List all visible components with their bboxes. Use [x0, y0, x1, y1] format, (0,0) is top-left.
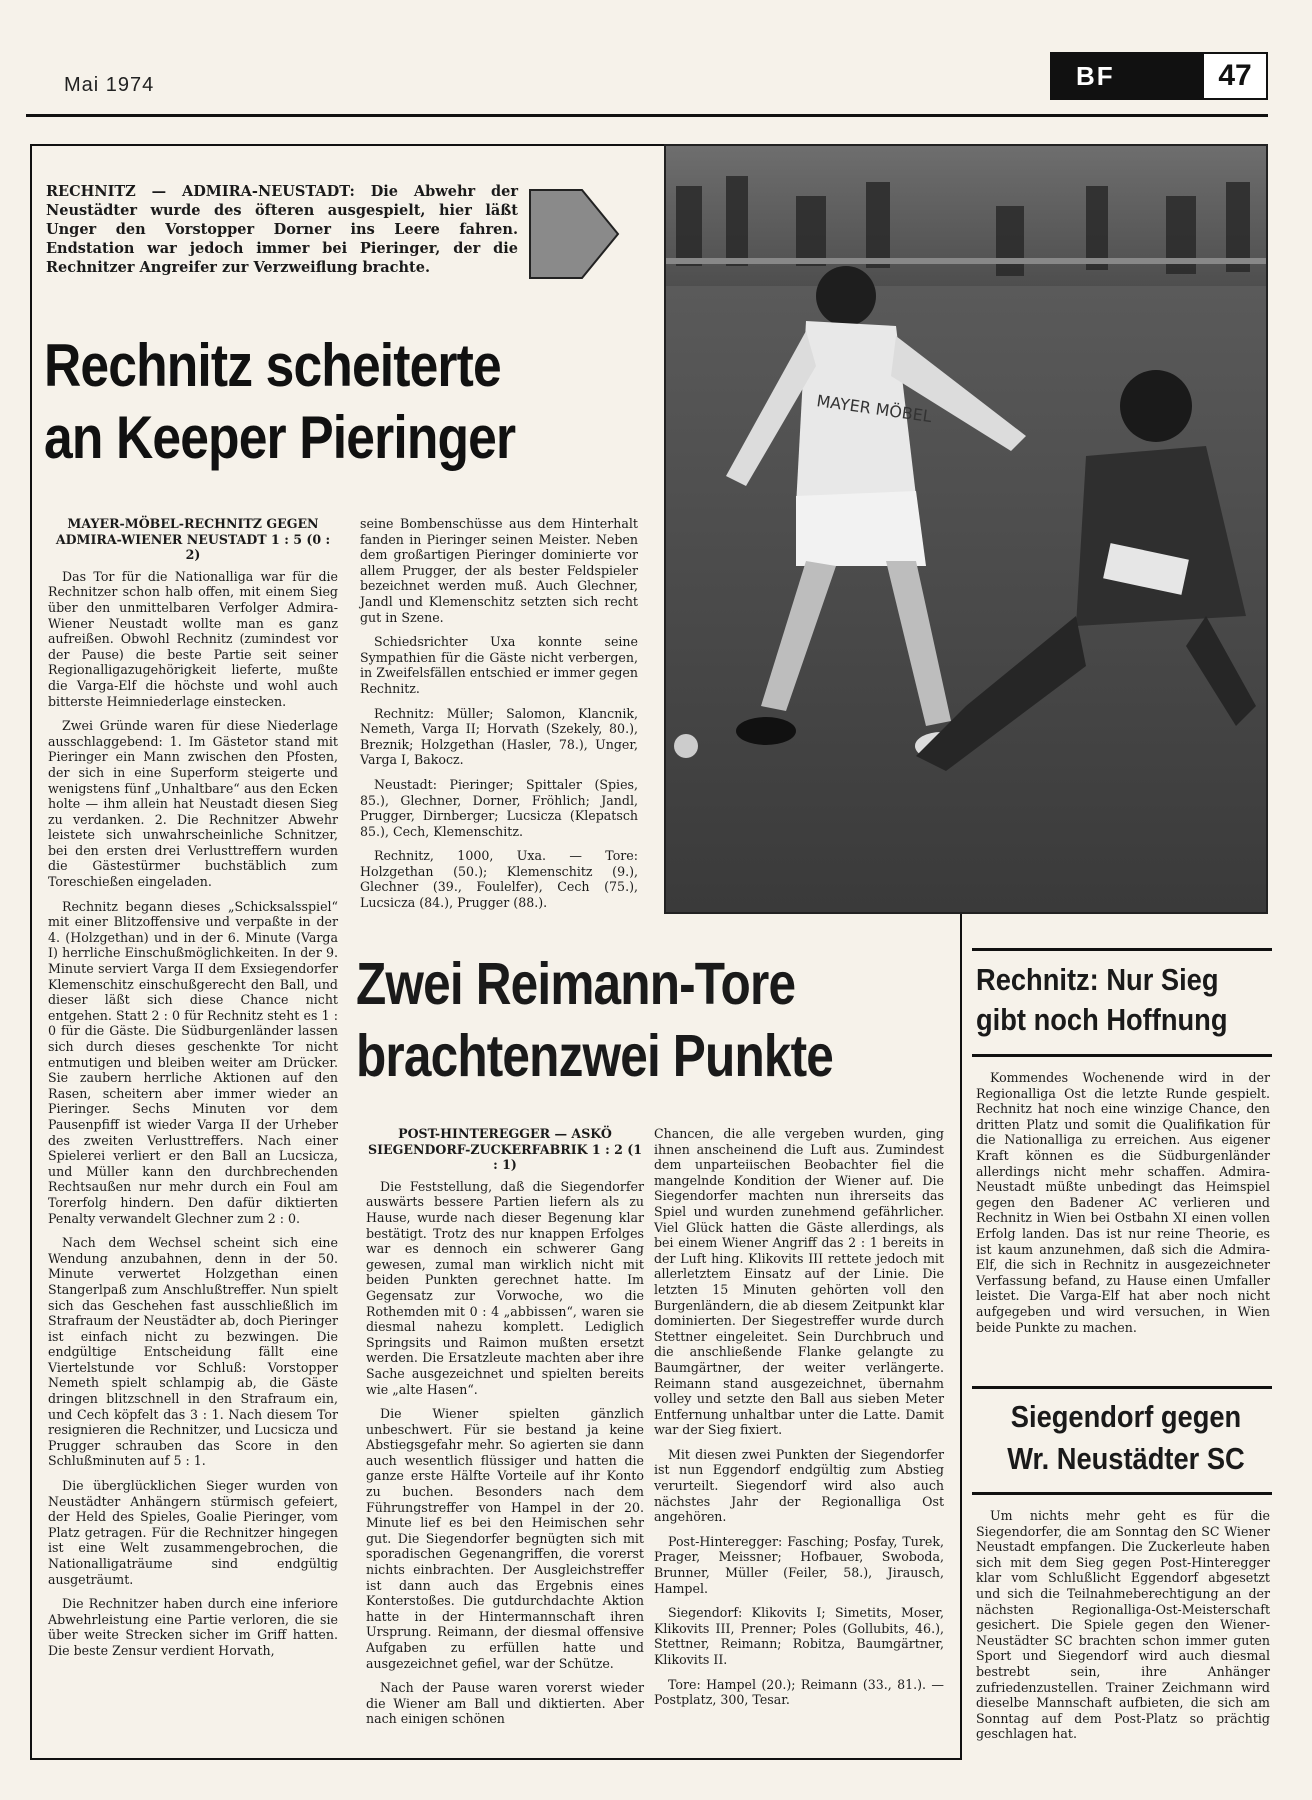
- issue-date: Mai 1974: [64, 74, 155, 96]
- paragraph: Zwei Gründe waren für diese Niederlage ausschlaggebend: 1. Im Gästetor stand mit Pieringer ein Mann zwischen den Pfosten, der sich in eine Superform steigerte und wenigstens fünf „Unhaltbare“ aus den Ecken holte — ihm allein hat Neustadt diesen Sieg zu verdanken. 2. Die Rechnitzer Abwehr leistete sich unwahrscheinliche Schnitzer, bei den ersten drei Verlusttreffern wurden die Gästestürmer buchstäblich zum Toreschießen eingeladen.: [48, 718, 338, 890]
- paragraph: Die Wiener spielten gänzlich unbeschwert. Für sie bestand ja keine Abstiegsgefahr mehr. So agierten sie dann auch wesentlich flüssiger und hatten die ganze erste Hälfte Vorteile auf ihr Konto zu buchen. Besonders nach dem Führungstreffer von Hampel in der 20. Minute lief es bei den Heimischen sehr gut. Die Siegendorfer begnügten sich mit sporadischen Gegenangriffen, die vorerst nichts einbrachten. Der Ausgleichstreffer ist dann auch das Ergebnis eines Konterstoßes. Die gutdurchdachte Aktion hatte in der Hintermannschaft ihren Ursprung. Reimann, der diesmal offensive Aufgaben zu erfüllen hatte und ausgezeichnet gefiel, war der Schütze.: [366, 1406, 644, 1671]
- paragraph: Rechnitz begann dieses „Schicksalsspiel“ mit einer Blitzoffensive und verpaßte in der 4. (Holzgethan) und in der 6. Minute (Varga I) herrliche Einschußmöglichkeiten. In der 9. Minute serviert Varga II dem Exsiegendorfer Klemenschitz einschußgerecht den Ball, und dieser läßt sich diese Chance nicht entgehen. Statt 2 : 0 für Rechnitz steht es 1 : 0 für die Gäste. Die Südburgenländer lassen sich durch dieses geschenkte Tor nicht entmutigen und bleiben weiter am Drücker. Sie zaubern herrliche Aktionen auf den Rasen, scheitern aber immer wieder an Pieringer. Sechs Minuten vor dem Pausenpfiff ist wieder Varga II der Urheber des zweiten Verlusttreffers. Nach einer Spielerei verliert er den Ball an Lucsicza, und Müller kann den durchbrechenden Rechtsaußen nur mehr durch ein Foul am Torerfolg hindern. Den dafür diktierten Penalty verwandelt Glechner zum 2 : 0.: [48, 898, 338, 1226]
- rule: [972, 1492, 1272, 1495]
- paragraph: Nach der Pause waren vorerst wieder die Wiener am Ball und diktierten. Aber nach einigen schönen: [366, 1680, 644, 1727]
- paragraph: Chancen, die alle vergeben wurden, ging ihnen anscheinend die Luft aus. Zumindest dem unparteiischen Beobachter fiel die mangelnde Kondition der Wiener auf. Die Siegendorfer machten nun ihrerseits das Spiel und wurden zunehmend gefährlicher. Viel Glück hatten die Gäste allerdings, als bei einem Wiener Angriff das 2 : 1 bereits in der Luft hing. Klikovits III rettete jedoch mit allerletztem Einsatz auf der Linie. Die letzten 15 Minuten gehörten voll den Burgenländern, die ab diesem Zeitpunkt klar dominierten. Der Siegestreffer wurde durch Stettner eingeleitet. Sein Durchbruch und die anschließende Flanke gelangte zu Baumgärtner, der weiter verlängerte. Reimann stand ausgezeichnet, übernahm volley und setzte den Ball aus sieben Meter Entfernung unhaltbar unter die Latte. Damit war der Sieg fixiert.: [654, 1126, 944, 1438]
- headline-reimann: [356, 948, 860, 1092]
- headline-line: Zwei Reimann-Tore: [356, 951, 796, 1017]
- jersey-text: MAYER MÖBEL: [815, 391, 933, 427]
- paragraph: Mit diesen zwei Punkten der Siegendorfer ist nun Eggendorf endgültig zum Abstieg verurteilt. Siegendorf wird also auch nächstes Jahr der Regionalliga Ost angehören.: [654, 1446, 944, 1525]
- rule: [972, 1054, 1272, 1057]
- rule: [972, 948, 1272, 951]
- paragraph: Um nichts mehr geht es für die Siegendorfer, die am Sonntag den SC Wiener Neustadt empfangen. Die Zuckerleute haben sich mit dem Sieg gegen Post-Hinteregger klar vom Schlußlicht Eggendorf abgesetzt und sich die Teilnahmeberechtigung an der nächsten Regionalliga-Ost-Meisterschaft gesichert. Die Spiele gegen den Wiener-Neustädter SC brachten schon immer guten Sport und Siegendorf wird auch diesmal bestrebt sein, ihre Anhänger zufriedenzustellen. Trainer Zeichmann wird dieselbe Mannschaft aufbieten, die sich am Sonntag auf dem Post-Platz so prächtig geschlagen hat.: [976, 1508, 1270, 1742]
- page-badge: [1050, 52, 1268, 100]
- rule: [972, 1386, 1272, 1389]
- article-rechnitz-column-2: [360, 516, 638, 920]
- headline-nur-sieg: [976, 960, 1240, 1040]
- section-label: BF: [1052, 54, 1202, 98]
- lineup-neustadt: Neustadt: Pieringer; Spittaler (Spies, 85.), Glechner, Dorner, Fröhlich; Jandl, Prugger, Dirnberger; Lucsicza (Klepatsch 85.), Cech, Klemenschitz.: [360, 776, 638, 839]
- header-rule: [26, 114, 1268, 117]
- caption-lead: RECHNITZ — ADMIRA-NEUSTADT:: [46, 183, 355, 200]
- headline-line: Wr. Neustädter SC: [1007, 1441, 1245, 1476]
- article-siegendorf-text: [976, 1508, 1270, 1751]
- headline-siegendorf: [994, 1396, 1258, 1480]
- article-reimann-column-1: [366, 1126, 644, 1736]
- caption-arrow-icon: [528, 188, 620, 280]
- paragraph: Das Tor für die Nationalliga war für die Rechnitzer schon halb offen, mit einem Sieg über den unmittelbaren Verfolger Admira-Wiener Neustadt wollte man es ganz aufreißen. Obwohl Rechnitz (zumindest vor der Pause) die beste Partie seit seiner Regionalligazugehörigkeit lieferte, mußte die Varga-Elf die höchste und wohl auch bitterste Heimniederlage einstecken.: [48, 568, 338, 709]
- page-number: 47: [1202, 54, 1266, 98]
- paragraph: Die Feststellung, daß die Siegendorfer auswärts bessere Partien liefern als zu Hause, wurde nach dieser Begenung klar bestätigt. Trotz des nur knappen Erfolges war es dennoch ein schwerer Gang gewesen, zumal man wirklich nicht mit beiden Punkten gerechnet hatte. Im Gegensatz zur Vorwoche, wo die Rothemden mit 0 : 4 „abbissen“, waren sie diesmal nahezu komplett. Lediglich Springsits und Raimon mußten ersetzt werden. Die Ersatzleute machten aber ihre Sache ausgezeichnet und spielten bereits wie „alte Hasen“.: [366, 1178, 644, 1397]
- headline-line: brachtenzwei Punkte: [356, 1023, 834, 1089]
- football-scene-image: [666, 146, 1266, 912]
- paragraph: Die Rechnitzer haben durch eine inferiore Abwehrleistung eine Partie verloren, die sie über weite Strecken sicher im Griff hatten. Die beste Zensur verdient Horvath,: [48, 1596, 338, 1658]
- article-reimann-column-2: [654, 1126, 944, 1717]
- lineup-post: Post-Hinteregger: Fasching; Posfay, Turek, Prager, Meissner; Hofbauer, Swoboda, Brunner, Müller (Feiler, 58.), Jirausch, Hampel.: [654, 1533, 944, 1596]
- headline-line: Rechnitz scheiterte: [44, 332, 501, 399]
- paragraph: Die überglücklichen Sieger wurden von Neustädter Anhängern stürmisch gefeiert, der Held des Spieles, Goalie Pieringer, vom Platz getragen. Für die Rechnitzer hingegen ist eine Welt zusammengebrochen, die Nationalligaträume sind endgültig ausgeträumt.: [48, 1478, 338, 1587]
- lineup-rechnitz: Rechnitz: Müller; Salomon, Klancnik, Nemeth, Varga II; Horvath (Szekely, 80.), Breznik; Holzgethan (Hasler, 78.), Unger, Varga I, Bakocz.: [360, 705, 638, 768]
- headline-rechnitz: [44, 330, 560, 474]
- headline-line: an Keeper Pieringer: [44, 404, 516, 471]
- photo-caption: [46, 182, 518, 277]
- match-result: Tore: Hampel (20.); Reimann (33., 81.). — Postplatz, 300, Tesar.: [654, 1676, 944, 1708]
- headline-line: Rechnitz: Nur Sieg: [976, 962, 1219, 997]
- headline-line: Siegendorf gegen: [1010, 1399, 1242, 1434]
- lineup-siegendorf: Siegendorf: Klikovits I; Simetits, Moser, Klikovits III, Prenner; Poles (Gollubits, 46.), Stettner, Reimann; Robitza, Baumgärtner, Klikovits II.: [654, 1605, 944, 1667]
- article-nur-sieg-text: [976, 1070, 1270, 1344]
- article-rechnitz-column-1: [48, 516, 338, 1668]
- match-photo: [664, 144, 1268, 914]
- match-subhead: POST-HINTEREGGER — ASKÖ SIEGENDORF-ZUCKERFABRIK 1 : 2 (1 : 1): [368, 1126, 642, 1173]
- paragraph: Nach dem Wechsel scheint sich eine Wendung anzubahnen, denn in der 50. Minute verwertet Holzgethan einen Stangerlpaß zum Anschlußtreffer. Nun spielt sich das Geschehen fast ausschließlich im Strafraum der Neustädter ab, doch Pieringer ist einfach nicht zu bezwingen. Die endgültige Entscheidung fällt eine Viertelstunde vor Schluß: Vorstopper Nemeth spielt schlampig ab, die Gäste dringen blitzschnell in den Strafraum ein, und Cech köpfelt das 3 : 1. Nach diesem Tor resignieren die Rechnitzer, und Lucsicza und Prugger schrauben das Score in den Schlußminuten auf 5 : 1.: [48, 1235, 338, 1469]
- caption-text: Die Abwehr der Neustädter wurde des öfteren ausgespielt, hier läßt Unger den Vorstopper Dorner ins Leere fahren. Endstation war jedoch immer bei Pieringer, der die Rechnitzer Angreifer zur Verzweiflung brachte.: [46, 183, 518, 276]
- headline-line: gibt noch Hoffnung: [976, 1002, 1228, 1037]
- paragraph: seine Bombenschüsse aus dem Hinterhalt fanden in Pieringer seinen Meister. Neben dem großartigen Pieringer dominierte vor allem Prugger, der als bester Feldspieler bezeichnet werden muß. Auch Glechner, Jandl und Klemenschitz setzten sich recht gut in Szene.: [360, 516, 638, 625]
- match-subhead: MAYER-MÖBEL-RECHNITZ GEGEN ADMIRA-WIENER NEUSTADT 1 : 5 (0 : 2): [55, 516, 331, 563]
- match-result: Rechnitz, 1000, Uxa. — Tore: Holzgethan (50.); Klemenschitz (9.), Glechner (39., Foulelfer), Cech (75.), Lucsicza (84.), Prugger (88.).: [360, 848, 638, 911]
- paragraph: Kommendes Wochenende wird in der Regionalliga Ost die letzte Runde gespielt. Rechnitz hat noch eine winzige Chance, den dritten Platz und somit die Qualifikation für die Nationalliga zu erreichen. Aus eigener Kraft können es die Südburgenländer allerdings nicht mehr schaffen. Admira-Neustadt müßte unbedingt das Heimspiel gegen den Badener AC verlieren und Rechnitz in Wien bei Ostbahn XI einen vollen Erfolg landen. Das ist nur reine Theorie, es ist kaum anzunehmen, daß sich die Admira-Elf, die sich in Rechnitz in ausgezeichneter Verfassung befand, zu Hause einen Umfaller leistet. Die Varga-Elf hat aber noch nicht aufgegeben und wird versuchen, in Wien beide Punkte zu machen.: [976, 1070, 1270, 1335]
- paragraph: Schiedsrichter Uxa konnte seine Sympathien für die Gäste nicht verbergen, in Zweifelsfällen entschied er immer gegen Rechnitz.: [360, 634, 638, 696]
